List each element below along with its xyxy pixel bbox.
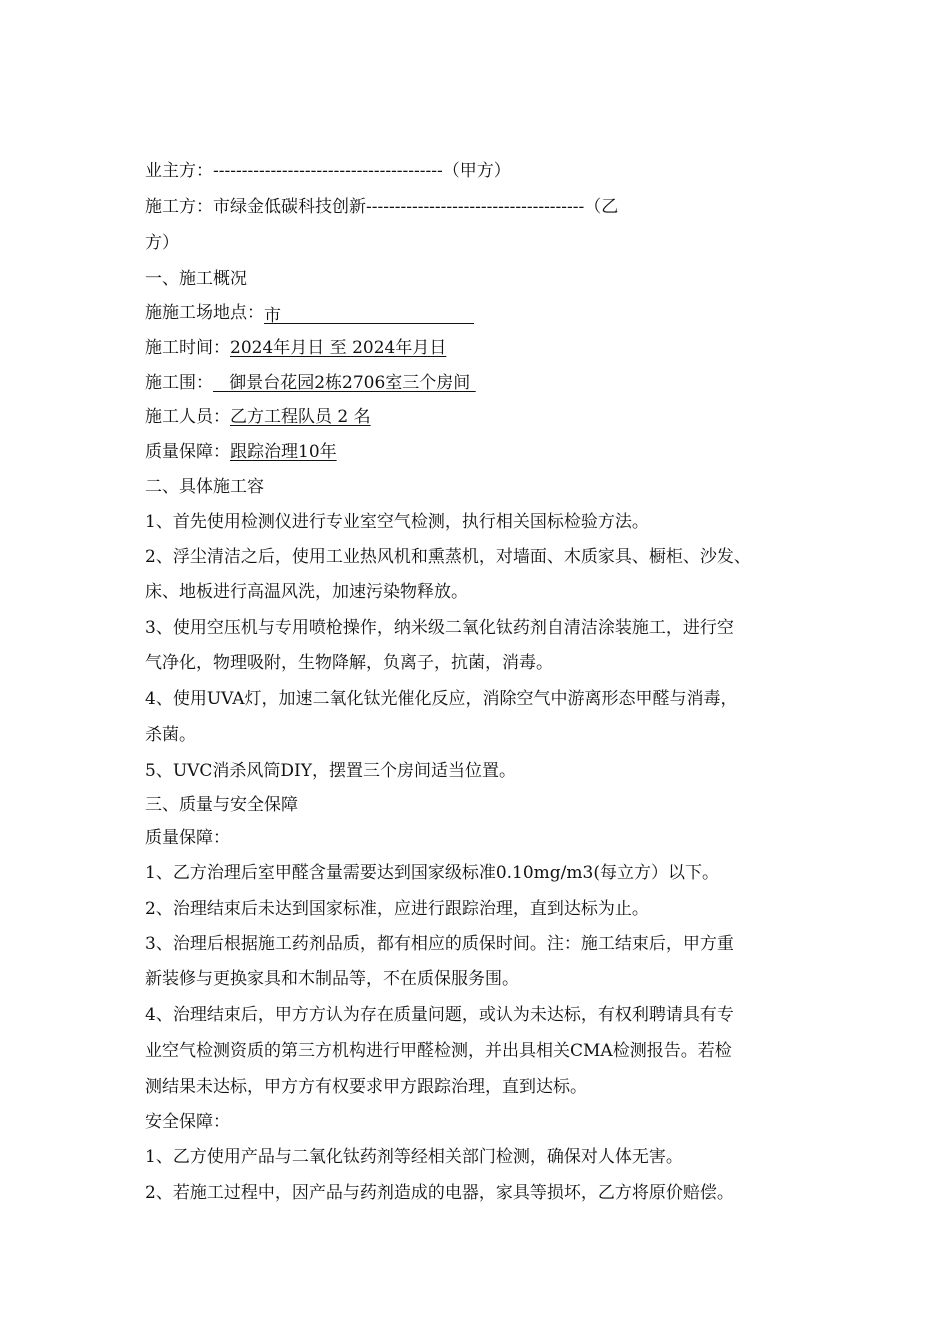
safety-heading: 安全保障： bbox=[145, 1112, 230, 1132]
contractor-line-continued: 方） bbox=[145, 233, 179, 253]
site-value: 市 bbox=[264, 306, 281, 324]
quality-item: 新装修与更换家具和木制品等，不在质保服务围。 bbox=[145, 969, 519, 989]
warranty-row bbox=[145, 441, 825, 463]
section-2-item: 杀菌。 bbox=[145, 725, 196, 745]
safety-item: 1、乙方使用产品与二氧化钛药剂等经相关部门检测，确保对人体无害。 bbox=[145, 1147, 683, 1167]
section-2-item: 床、地板进行高温风洗，加速污染物释放。 bbox=[145, 582, 468, 602]
quality-item: 1、乙方治理后室甲醛含量需要达到国家级标准0.10mg/m3(每立方）以下。 bbox=[145, 863, 719, 883]
section-3-heading: 三、质量与安全保障 bbox=[145, 795, 298, 815]
owner-line: 业主方：----------------------------------------（甲方） bbox=[145, 161, 511, 181]
section-2-item: 1、首先使用检测仪进行专业室空气检测，执行相关国标检验方法。 bbox=[145, 512, 649, 532]
time-value: 2024年月日 至 2024年月日 bbox=[230, 338, 447, 358]
safety-item: 2、若施工过程中，因产品与药剂造成的电器，家具等损坏，乙方将原价赔偿。 bbox=[145, 1183, 734, 1203]
section-2-item: 5、UVC消杀风筒DIY，摆置三个房间适当位置。 bbox=[145, 761, 516, 781]
staff-row bbox=[145, 406, 825, 428]
section-2-item: 3、使用空压机与专用喷枪操作，纳米级二氧化钛药剂自清洁涂装施工，进行空 bbox=[145, 618, 734, 638]
warranty-value: 跟踪治理10年 bbox=[230, 442, 337, 462]
section-1-heading: 一、施工概况 bbox=[145, 269, 247, 289]
quality-item: 测结果未达标，甲方方有权要求甲方跟踪治理，直到达标。 bbox=[145, 1077, 587, 1097]
quality-item: 业空气检测资质的第三方机构进行甲醛检测，并出具相关CMA检测报告。若检 bbox=[145, 1041, 732, 1061]
scope-row bbox=[145, 372, 825, 394]
section-2-item: 4、使用UVA灯，加速二氧化钛光催化反应，消除空气中游离形态甲醛与消毒， bbox=[145, 689, 738, 709]
scope-value: 御景台花园2栋2706室三个房间 bbox=[213, 373, 476, 393]
contractor-line: 施工方：市绿金低碳科技创新--------------------------------------（乙 bbox=[145, 197, 619, 217]
section-2-item: 气净化，物理吸附，生物降解，负离子，抗菌，消毒。 bbox=[145, 653, 553, 673]
time-label: 施工时间： bbox=[145, 338, 230, 358]
site-value-blank bbox=[264, 305, 474, 324]
warranty-label: 质量保障： bbox=[145, 442, 230, 462]
section-2-heading: 二、具体施工容 bbox=[145, 477, 264, 497]
scope-label: 施工围： bbox=[145, 373, 213, 393]
staff-value: 乙方工程队员 2 名 bbox=[230, 407, 371, 427]
site-label: 施施工场地点： bbox=[145, 303, 264, 323]
quality-item: 4、治理结束后，甲方方认为存在质量问题，或认为未达标，有权利聘请具有专 bbox=[145, 1005, 734, 1025]
time-row bbox=[145, 337, 825, 359]
quality-item: 2、治理结束后未达到国家标准，应进行跟踪治理，直到达标为止。 bbox=[145, 899, 649, 919]
quality-item: 3、治理后根据施工药剂品质，都有相应的质保时间。注：施工结束后，甲方重 bbox=[145, 934, 734, 954]
site-row bbox=[145, 302, 825, 324]
staff-label: 施工人员： bbox=[145, 407, 230, 427]
section-2-item: 2、浮尘清洁之后，使用工业热风机和熏蒸机，对墙面、木质家具、橱柜、沙发、 bbox=[145, 547, 751, 567]
quality-heading: 质量保障： bbox=[145, 828, 230, 848]
